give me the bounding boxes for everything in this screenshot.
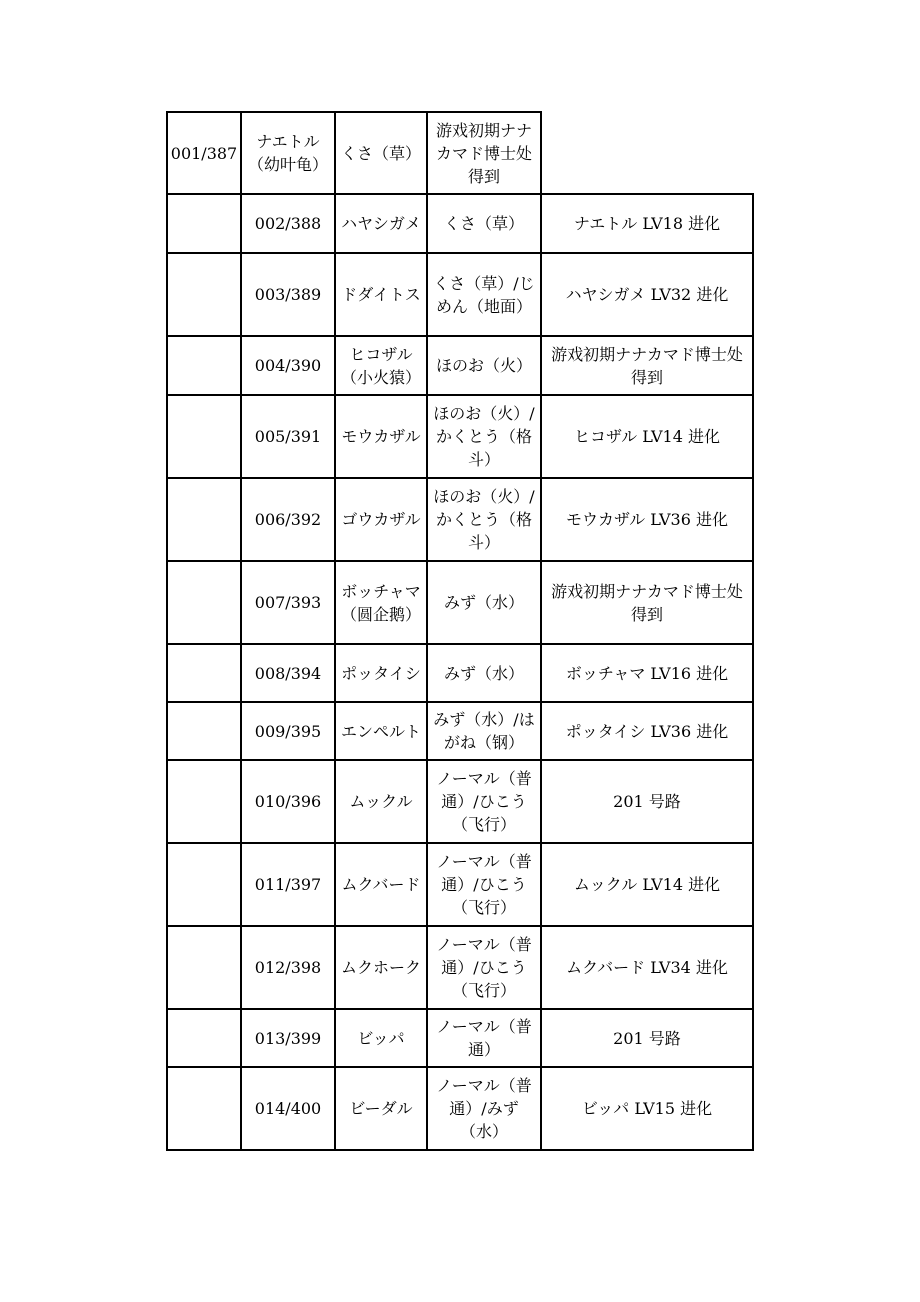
row-9-type: みず（水）/はがね（钢） [433, 710, 535, 752]
row-4-no: 004/390 [254, 356, 322, 375]
row-1-obtain: 游戏初期ナナカマド博士处得到 [435, 120, 532, 186]
row-11-obtain: ムックル LV14 进化 [573, 875, 721, 894]
row-divider [167, 842, 754, 844]
row-5-no: 005/391 [254, 427, 322, 446]
row-6-no: 006/392 [254, 510, 322, 529]
row-13-name: ビッパ [357, 1028, 405, 1048]
row-8-name: ポッタイシ [341, 663, 421, 683]
row-7-obtain: 游戏初期ナナカマド博士处得到 [551, 581, 743, 624]
row-7-type: みず（水） [443, 593, 524, 612]
row-13-type: ノーマル（普通） [436, 1017, 532, 1059]
row-14-blank-cell [167, 1067, 241, 1150]
row-5-type: ほのお（火）/かくとう（格斗） [433, 404, 535, 469]
row-divider [167, 1008, 754, 1010]
row-11-blank-cell [167, 843, 241, 926]
row-12-blank-cell [167, 926, 241, 1009]
row-divider [167, 1066, 754, 1068]
row-divider [167, 252, 754, 254]
row-6-type: ほのお（火）/かくとう（格斗） [433, 487, 535, 552]
row-divider [167, 477, 754, 479]
table-bottom-border [167, 1149, 754, 1151]
row-11-name: ムクバード [341, 875, 421, 894]
row-10-type: ノーマル（普通）/ひこう（飞行） [436, 769, 532, 834]
row-8-obtain: ボッチャマ LV16 进化 [565, 663, 729, 683]
row-10-no: 010/396 [254, 792, 322, 811]
row-14-obtain: ビッパ LV15 进化 [581, 1099, 713, 1118]
row-13-obtain: 201 号路 [613, 1028, 681, 1048]
row-6-obtain: モウカザル LV36 进化 [565, 510, 728, 529]
row-10-obtain: 201 号路 [613, 792, 681, 811]
row-3-name: ドダイトス [341, 285, 421, 304]
row-6-blank-cell [167, 478, 241, 561]
row-3-no: 003/389 [254, 285, 322, 304]
row-7-name: ボッチャマ（圆企鹅） [340, 581, 421, 624]
row-5-blank-cell [167, 395, 241, 478]
row-8-type: みず（水） [443, 663, 524, 683]
row-4-blank-cell [167, 336, 241, 395]
row-14-no: 014/400 [254, 1099, 322, 1118]
row-12-name: ムクホーク [340, 958, 421, 977]
row-10-blank-cell [167, 760, 241, 843]
row-8-blank-cell [167, 644, 241, 702]
row-divider [167, 193, 754, 195]
row-divider [167, 925, 754, 927]
row-11-no: 011/397 [254, 875, 322, 894]
row-5-obtain: ヒコザル LV14 进化 [573, 427, 720, 446]
row-13-blank-cell [167, 1009, 241, 1067]
row-11-type: ノーマル（普通）/ひこう（飞行） [436, 852, 532, 917]
row-12-type: ノーマル（普通）/ひこう（飞行） [436, 935, 532, 1000]
column-divider [752, 193, 754, 1151]
column-divider [240, 111, 242, 1151]
row-9-name: エンペルト [340, 721, 421, 741]
row-9-obtain: ポッタイシ LV36 进化 [565, 721, 729, 741]
row-14-type: ノーマル（普通）/みず（水） [436, 1076, 532, 1141]
row-3-type: くさ（草）/じめん（地面） [433, 273, 535, 316]
row-8-no: 008/394 [254, 663, 322, 683]
row-2-type: くさ（草） [443, 214, 524, 233]
row-2-obtain: ナエトル LV18 进化 [573, 214, 721, 233]
table-top-border [167, 111, 542, 113]
row-7-blank-cell [167, 561, 241, 644]
row-12-obtain: ムクバード LV34 进化 [566, 958, 728, 977]
row-13-no: 013/399 [254, 1028, 322, 1048]
row-9-no: 009/395 [254, 721, 322, 741]
row-4-obtain: 游戏初期ナナカマド博士处得到 [551, 344, 743, 387]
column-divider [166, 111, 168, 1151]
row-9-blank-cell [167, 702, 241, 760]
row-10-name: ムックル [349, 792, 413, 811]
row-6-name: ゴウカザル [341, 510, 421, 529]
row-3-obtain: ハヤシガメ LV32 进化 [565, 285, 729, 304]
row-divider [167, 643, 754, 645]
row-divider [167, 759, 754, 761]
row-14-name: ビーダル [349, 1099, 413, 1118]
row-1-name: ナエトル（幼叶龟） [247, 132, 328, 174]
row-divider [167, 335, 754, 337]
column-divider [540, 111, 542, 1151]
row-divider [167, 394, 754, 396]
column-divider [334, 111, 336, 1151]
row-3-blank-cell [167, 253, 241, 336]
row-2-name: ハヤシガメ [341, 214, 421, 233]
row-5-name: モウカザル [341, 427, 421, 446]
row-2-no: 002/388 [254, 214, 322, 233]
row-divider [167, 560, 754, 562]
column-divider [426, 111, 428, 1151]
row-12-no: 012/398 [254, 958, 322, 977]
row-divider [167, 701, 754, 703]
row-1-number: 001/387 [170, 143, 238, 163]
row-7-no: 007/393 [254, 593, 322, 612]
row-4-type: ほのお（火） [435, 356, 532, 375]
row-4-name: ヒコザル（小火猿） [340, 344, 421, 387]
row-1-type: くさ（草） [340, 143, 421, 163]
row-2-blank-cell [167, 194, 241, 253]
